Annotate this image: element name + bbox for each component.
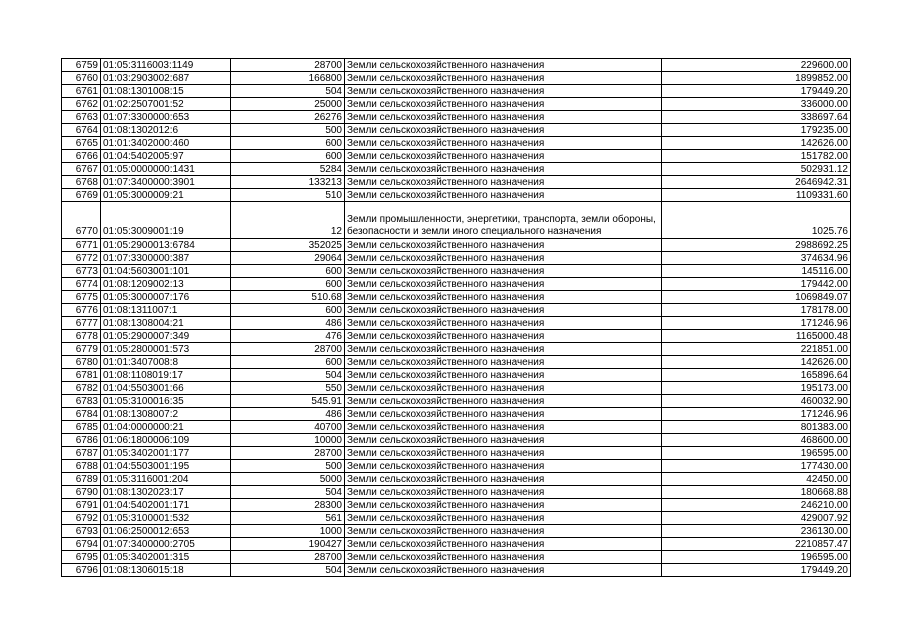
land-category: Земли сельскохозяйственного назначения (345, 72, 662, 85)
land-category: Земли сельскохозяйственного назначения (345, 85, 662, 98)
cadastral-value: 801383.00 (662, 421, 851, 434)
row-number: 6776 (62, 304, 101, 317)
table-row (62, 564, 851, 577)
area-value: 28700 (231, 343, 345, 356)
area-value: 190427 (231, 538, 345, 551)
land-category: Земли сельскохозяйственного назначения (345, 265, 662, 278)
cadastral-number: 01:05:3009001:19 (101, 202, 231, 239)
land-category: Земли сельскохозяйственного назначения (345, 304, 662, 317)
area-value: 600 (231, 265, 345, 278)
land-category: Земли сельскохозяйственного назначения (345, 382, 662, 395)
land-category: Земли сельскохозяйственного назначения (345, 291, 662, 304)
cadastral-number: 01:04:5503001:195 (101, 460, 231, 473)
area-value: 504 (231, 486, 345, 499)
area-value: 500 (231, 460, 345, 473)
land-category: Земли сельскохозяйственного назначения (345, 434, 662, 447)
table-row (62, 369, 851, 382)
cadastral-number: 01:08:1302012:6 (101, 124, 231, 137)
land-category: Земли сельскохозяйственного назначения (345, 525, 662, 538)
cadastral-value: 460032.90 (662, 395, 851, 408)
area-value: 26276 (231, 111, 345, 124)
area-value: 600 (231, 137, 345, 150)
table-row (62, 98, 851, 111)
cadastral-number: 01:05:3000009:21 (101, 189, 231, 202)
area-value: 510 (231, 189, 345, 202)
table-row (62, 317, 851, 330)
row-number: 6761 (62, 85, 101, 98)
cadastral-number: 01:04:5402001:171 (101, 499, 231, 512)
cadastral-number: 01:06:2500012:653 (101, 525, 231, 538)
row-number: 6788 (62, 460, 101, 473)
land-category: Земли сельскохозяйственного назначения (345, 499, 662, 512)
table-row (62, 239, 851, 252)
area-value: 352025 (231, 239, 345, 252)
table-row (62, 512, 851, 525)
cadastral-number: 01:05:3000007:176 (101, 291, 231, 304)
land-category: Земли сельскохозяйственного назначения (345, 111, 662, 124)
cadastral-number: 01:07:3300000:653 (101, 111, 231, 124)
cadastral-value: 180668.88 (662, 486, 851, 499)
row-number: 6786 (62, 434, 101, 447)
cadastral-number: 01:07:3400000:3901 (101, 176, 231, 189)
table-row (62, 551, 851, 564)
cadastral-value: 2210857.47 (662, 538, 851, 551)
area-value: 486 (231, 317, 345, 330)
cadastral-number: 01:02:2507001:52 (101, 98, 231, 111)
cadastral-value: 374634.96 (662, 252, 851, 265)
row-number: 6764 (62, 124, 101, 137)
cadastral-value: 1025.76 (662, 202, 851, 239)
cadastral-number: 01:05:3116003:1149 (101, 59, 231, 72)
row-number: 6774 (62, 278, 101, 291)
cadastral-number: 01:08:1311007:1 (101, 304, 231, 317)
area-value: 486 (231, 408, 345, 421)
row-number: 6765 (62, 137, 101, 150)
land-category: Земли сельскохозяйственного назначения (345, 137, 662, 150)
land-category: Земли сельскохозяйственного назначения (345, 330, 662, 343)
area-value: 476 (231, 330, 345, 343)
row-number: 6780 (62, 356, 101, 369)
land-category: Земли сельскохозяйственного назначения (345, 189, 662, 202)
row-number: 6785 (62, 421, 101, 434)
table-row (62, 278, 851, 291)
cadastral-number: 01:07:3300000:387 (101, 252, 231, 265)
row-number: 6770 (62, 202, 101, 239)
cadastral-value: 165896.64 (662, 369, 851, 382)
land-category: Земли сельскохозяйственного назначения (345, 421, 662, 434)
table-row (62, 408, 851, 421)
land-category: Земли промышленности, энергетики, транспорта, земли обороны, безопасности и земли иного специального назначения (345, 202, 662, 239)
area-value: 500 (231, 124, 345, 137)
area-value: 25000 (231, 98, 345, 111)
land-category: Земли сельскохозяйственного назначения (345, 98, 662, 111)
area-value: 166800 (231, 72, 345, 85)
area-value: 510.68 (231, 291, 345, 304)
table-row (62, 163, 851, 176)
table-row (62, 382, 851, 395)
row-number: 6791 (62, 499, 101, 512)
area-value: 600 (231, 150, 345, 163)
cadastral-number: 01:05:3402001:315 (101, 551, 231, 564)
area-value: 504 (231, 369, 345, 382)
row-number: 6795 (62, 551, 101, 564)
row-number: 6771 (62, 239, 101, 252)
cadastral-number: 01:05:3100001:532 (101, 512, 231, 525)
row-number: 6779 (62, 343, 101, 356)
land-category: Земли сельскохозяйственного назначения (345, 447, 662, 460)
row-number: 6769 (62, 189, 101, 202)
table-row (62, 447, 851, 460)
cadastral-number: 01:04:5503001:66 (101, 382, 231, 395)
row-number: 6792 (62, 512, 101, 525)
row-number: 6778 (62, 330, 101, 343)
cadastral-value: 246210.00 (662, 499, 851, 512)
cadastral-value: 221851.00 (662, 343, 851, 356)
table-row (62, 473, 851, 486)
row-number: 6793 (62, 525, 101, 538)
area-value: 1000 (231, 525, 345, 538)
cadastral-value: 179235.00 (662, 124, 851, 137)
row-number: 6766 (62, 150, 101, 163)
table-row (62, 330, 851, 343)
row-number: 6767 (62, 163, 101, 176)
row-number: 6790 (62, 486, 101, 499)
cadastral-number: 01:05:2800001:573 (101, 343, 231, 356)
cadastral-number: 01:04:5402005:97 (101, 150, 231, 163)
area-value: 40700 (231, 421, 345, 434)
cadastral-value: 336000.00 (662, 98, 851, 111)
cadastral-value: 179442.00 (662, 278, 851, 291)
land-category: Земли сельскохозяйственного назначения (345, 59, 662, 72)
row-number: 6762 (62, 98, 101, 111)
table-row (62, 291, 851, 304)
land-category: Земли сельскохозяйственного назначения (345, 538, 662, 551)
cadastral-number: 01:08:1301008:15 (101, 85, 231, 98)
cadastral-value: 338697.64 (662, 111, 851, 124)
area-value: 28700 (231, 551, 345, 564)
cadastral-value: 179449.20 (662, 564, 851, 577)
row-number: 6787 (62, 447, 101, 460)
cadastral-number: 01:08:1308007:2 (101, 408, 231, 421)
row-number: 6768 (62, 176, 101, 189)
table-row (62, 356, 851, 369)
land-category: Земли сельскохозяйственного назначения (345, 512, 662, 525)
land-category: Земли сельскохозяйственного назначения (345, 460, 662, 473)
area-value: 561 (231, 512, 345, 525)
table-row (62, 85, 851, 98)
land-category: Земли сельскохозяйственного назначения (345, 356, 662, 369)
land-category: Земли сельскохозяйственного назначения (345, 278, 662, 291)
table-row (62, 538, 851, 551)
table-row (62, 137, 851, 150)
row-number: 6763 (62, 111, 101, 124)
cadastral-number: 01:05:3116001:204 (101, 473, 231, 486)
land-category: Земли сельскохозяйственного назначения (345, 473, 662, 486)
table-row (62, 202, 851, 239)
area-value: 504 (231, 564, 345, 577)
cadastral-number: 01:05:2900007:349 (101, 330, 231, 343)
cadastral-number: 01:04:0000000:21 (101, 421, 231, 434)
cadastral-value: 145116.00 (662, 265, 851, 278)
row-number: 6783 (62, 395, 101, 408)
land-category: Земли сельскохозяйственного назначения (345, 176, 662, 189)
table-row (62, 150, 851, 163)
cadastral-value: 229600.00 (662, 59, 851, 72)
area-value: 5284 (231, 163, 345, 176)
table-row (62, 111, 851, 124)
table-row (62, 176, 851, 189)
area-value: 600 (231, 278, 345, 291)
row-number: 6760 (62, 72, 101, 85)
land-category: Земли сельскохозяйственного назначения (345, 343, 662, 356)
cadastral-value: 142626.00 (662, 356, 851, 369)
row-number: 6782 (62, 382, 101, 395)
table-row (62, 72, 851, 85)
row-number: 6794 (62, 538, 101, 551)
land-category: Земли сельскохозяйственного назначения (345, 564, 662, 577)
cadastral-value: 429007.92 (662, 512, 851, 525)
cadastral-number: 01:01:3402000:460 (101, 137, 231, 150)
land-category: Земли сельскохозяйственного назначения (345, 486, 662, 499)
table-body (62, 59, 851, 577)
cadastral-value: 468600.00 (662, 434, 851, 447)
cadastral-number: 01:08:1209002:13 (101, 278, 231, 291)
cadastral-number: 01:03:2903002:687 (101, 72, 231, 85)
cadastral-number: 01:05:2900013:6784 (101, 239, 231, 252)
land-category: Земли сельскохозяйственного назначения (345, 408, 662, 421)
table-row (62, 343, 851, 356)
land-category: Земли сельскохозяйственного назначения (345, 124, 662, 137)
area-value: 600 (231, 304, 345, 317)
cadastral-value: 1165000.48 (662, 330, 851, 343)
area-value: 28700 (231, 59, 345, 72)
row-number: 6777 (62, 317, 101, 330)
cadastral-value: 151782.00 (662, 150, 851, 163)
land-category: Земли сельскохозяйственного назначения (345, 551, 662, 564)
row-number: 6789 (62, 473, 101, 486)
land-category: Земли сельскохозяйственного назначения (345, 252, 662, 265)
cadastral-number: 01:04:5603001:101 (101, 265, 231, 278)
area-value: 5000 (231, 473, 345, 486)
table-row (62, 499, 851, 512)
table-row (62, 189, 851, 202)
table-row (62, 395, 851, 408)
land-category: Земли сельскохозяйственного назначения (345, 369, 662, 382)
cadastral-value: 196595.00 (662, 551, 851, 564)
land-category: Земли сельскохозяйственного назначения (345, 395, 662, 408)
table-row (62, 434, 851, 447)
cadastral-value: 1899852.00 (662, 72, 851, 85)
row-number: 6759 (62, 59, 101, 72)
table-row (62, 59, 851, 72)
cadastral-value: 171246.96 (662, 408, 851, 421)
cadastral-value: 42450.00 (662, 473, 851, 486)
table-row (62, 460, 851, 473)
cadastral-number: 01:08:1308004:21 (101, 317, 231, 330)
area-value: 133213 (231, 176, 345, 189)
row-number: 6781 (62, 369, 101, 382)
area-value: 10000 (231, 434, 345, 447)
cadastral-number: 01:05:3100016:35 (101, 395, 231, 408)
cadastral-number: 01:08:1302023:17 (101, 486, 231, 499)
cadastral-number: 01:08:1108019:17 (101, 369, 231, 382)
cadastral-value: 178178.00 (662, 304, 851, 317)
land-registry-table (61, 58, 851, 577)
land-category: Земли сельскохозяйственного назначения (345, 150, 662, 163)
cadastral-number: 01:07:3400000:2705 (101, 538, 231, 551)
cadastral-value: 171246.96 (662, 317, 851, 330)
cadastral-number: 01:08:1306015:18 (101, 564, 231, 577)
area-value: 29064 (231, 252, 345, 265)
cadastral-number: 01:06:1800006:109 (101, 434, 231, 447)
land-category: Земли сельскохозяйственного назначения (345, 317, 662, 330)
cadastral-number: 01:05:3402001:177 (101, 447, 231, 460)
area-value: 550 (231, 382, 345, 395)
cadastral-value: 196595.00 (662, 447, 851, 460)
area-value: 504 (231, 85, 345, 98)
table-row (62, 304, 851, 317)
table-row (62, 252, 851, 265)
cadastral-value: 502931.12 (662, 163, 851, 176)
row-number: 6772 (62, 252, 101, 265)
cadastral-value: 177430.00 (662, 460, 851, 473)
cadastral-value: 236130.00 (662, 525, 851, 538)
cadastral-value: 2988692.25 (662, 239, 851, 252)
area-value: 28700 (231, 447, 345, 460)
table-row (62, 486, 851, 499)
area-value: 28300 (231, 499, 345, 512)
row-number: 6784 (62, 408, 101, 421)
land-category: Земли сельскохозяйственного назначения (345, 163, 662, 176)
row-number: 6773 (62, 265, 101, 278)
area-value: 545.91 (231, 395, 345, 408)
row-number: 6796 (62, 564, 101, 577)
cadastral-value: 195173.00 (662, 382, 851, 395)
cadastral-value: 1109331.60 (662, 189, 851, 202)
cadastral-number: 01:05:0000000:1431 (101, 163, 231, 176)
cadastral-value: 1069849.07 (662, 291, 851, 304)
table-row (62, 421, 851, 434)
area-value: 600 (231, 356, 345, 369)
cadastral-value: 2646942.31 (662, 176, 851, 189)
area-value: 12 (231, 202, 345, 239)
table-row (62, 525, 851, 538)
cadastral-value: 179449.20 (662, 85, 851, 98)
row-number: 6775 (62, 291, 101, 304)
table-row (62, 124, 851, 137)
table-row (62, 265, 851, 278)
cadastral-value: 142626.00 (662, 137, 851, 150)
land-category: Земли сельскохозяйственного назначения (345, 239, 662, 252)
cadastral-number: 01:01:3407008:8 (101, 356, 231, 369)
